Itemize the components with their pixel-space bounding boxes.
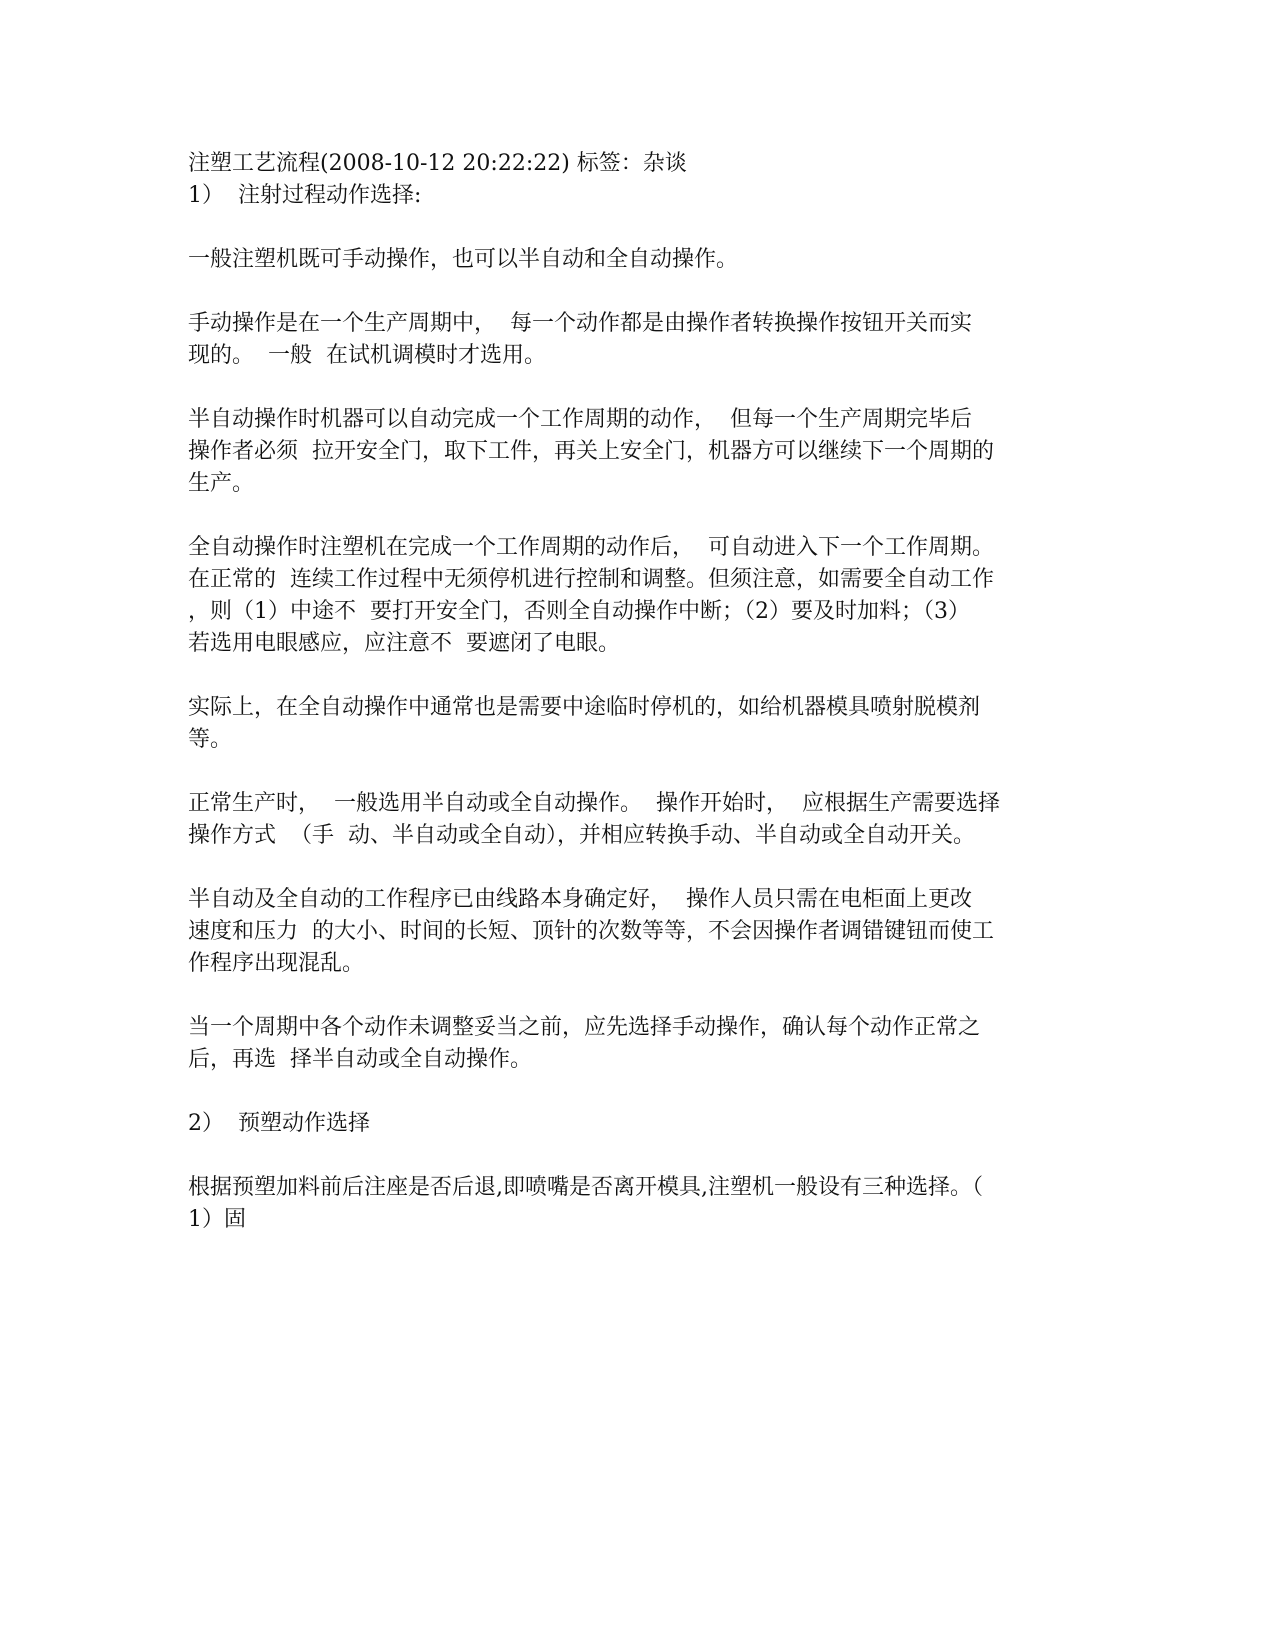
paragraph-line: 生产。 bbox=[188, 471, 255, 496]
paragraph-gap bbox=[188, 852, 1098, 884]
paragraph-line: 后，再选 择半自动或全自动操作。 bbox=[188, 1047, 532, 1072]
paragraph-line: 一般注塑机既可手动操作，也可以半自动和全自动操作。 bbox=[188, 247, 739, 272]
paragraph-line: 现的。 一般 在试机调模时才选用。 bbox=[188, 343, 546, 368]
paragraph-line: 全自动操作时注塑机在完成一个工作周期的动作后， 可自动进入下一个工作周期。 bbox=[188, 535, 994, 560]
paragraph-gap bbox=[188, 372, 1098, 404]
paragraph-5 bbox=[188, 692, 1098, 756]
paragraph-gap bbox=[188, 1140, 1098, 1172]
document-title-line: 注塑工艺流程(2008-10-12 20:22:22) 标签：杂谈 bbox=[188, 151, 687, 176]
paragraph-line: 当一个周期中各个动作未调整妥当之前，应先选择手动操作，确认每个动作正常之 bbox=[188, 1015, 981, 1040]
paragraph-line: 2） 预塑动作选择 bbox=[188, 1111, 370, 1136]
paragraph-gap bbox=[188, 276, 1098, 308]
paragraph-line: 实际上，在全自动操作中通常也是需要中途临时停机的，如给机器模具喷射脱模剂 bbox=[188, 695, 981, 720]
paragraph-6 bbox=[188, 788, 1098, 852]
section-heading-preplasticizing bbox=[188, 1108, 1098, 1140]
paragraph-gap bbox=[188, 660, 1098, 692]
document-body bbox=[188, 148, 1098, 1236]
paragraph-line: 手动操作是在一个生产周期中， 每一个动作都是由操作者转换操作按钮开关而实 bbox=[188, 311, 972, 336]
section-heading-injection: 1） 注射过程动作选择: bbox=[188, 183, 422, 208]
paragraph-3 bbox=[188, 404, 1098, 500]
paragraph-gap bbox=[188, 1076, 1098, 1108]
paragraph-4 bbox=[188, 532, 1098, 660]
paragraph-line: 正常生产时， 一般选用半自动或全自动操作。 操作开始时， 应根据生产需要选择 bbox=[188, 791, 1000, 816]
paragraph-gap bbox=[188, 500, 1098, 532]
paragraph-line: 半自动及全自动的工作程序已由线路本身确定好， 操作人员只需在电柜面上更改 bbox=[188, 887, 972, 912]
paragraph-2 bbox=[188, 308, 1098, 372]
paragraph-line: 速度和压力 的大小、时间的长短、顶针的次数等等，不会因操作者调错键钮而使工 bbox=[188, 919, 994, 944]
paragraph-1 bbox=[188, 244, 1098, 276]
paragraph-line: 操作方式 （手 动、半自动或全自动），并相应转换手动、半自动或全自动开关。 bbox=[188, 823, 975, 848]
paragraph-gap bbox=[188, 212, 1098, 244]
paragraph-line: 在正常的 连续工作过程中无须停机进行控制和调整。但须注意，如需要全自动工作 bbox=[188, 567, 994, 592]
paragraph-line: 半自动操作时机器可以自动完成一个工作周期的动作， 但每一个生产周期完毕后 bbox=[188, 407, 972, 432]
paragraph-7 bbox=[188, 884, 1098, 980]
paragraph-line: 操作者必须 拉开安全门，取下工件，再关上安全门，机器方可以继续下一个周期的 bbox=[188, 439, 994, 464]
paragraph-line: 等。 bbox=[188, 727, 233, 752]
paragraph-line: ，则（1）中途不 要打开安全门，否则全自动操作中断；（2）要及时加料；（3） bbox=[188, 599, 970, 624]
paragraph-9 bbox=[188, 1172, 1098, 1236]
paragraph-gap bbox=[188, 980, 1098, 1012]
paragraph-gap bbox=[188, 756, 1098, 788]
paragraph-line: 1）固 bbox=[188, 1207, 246, 1232]
paragraph-line: 根据预塑加料前后注座是否后退,即喷嘴是否离开模具,注塑机一般设有三种选择。（ bbox=[188, 1175, 983, 1200]
paragraph-8 bbox=[188, 1012, 1098, 1076]
paragraph-line: 作程序出现混乱。 bbox=[188, 951, 365, 976]
paragraph-line: 若选用电眼感应，应注意不 要遮闭了电眼。 bbox=[188, 631, 620, 656]
